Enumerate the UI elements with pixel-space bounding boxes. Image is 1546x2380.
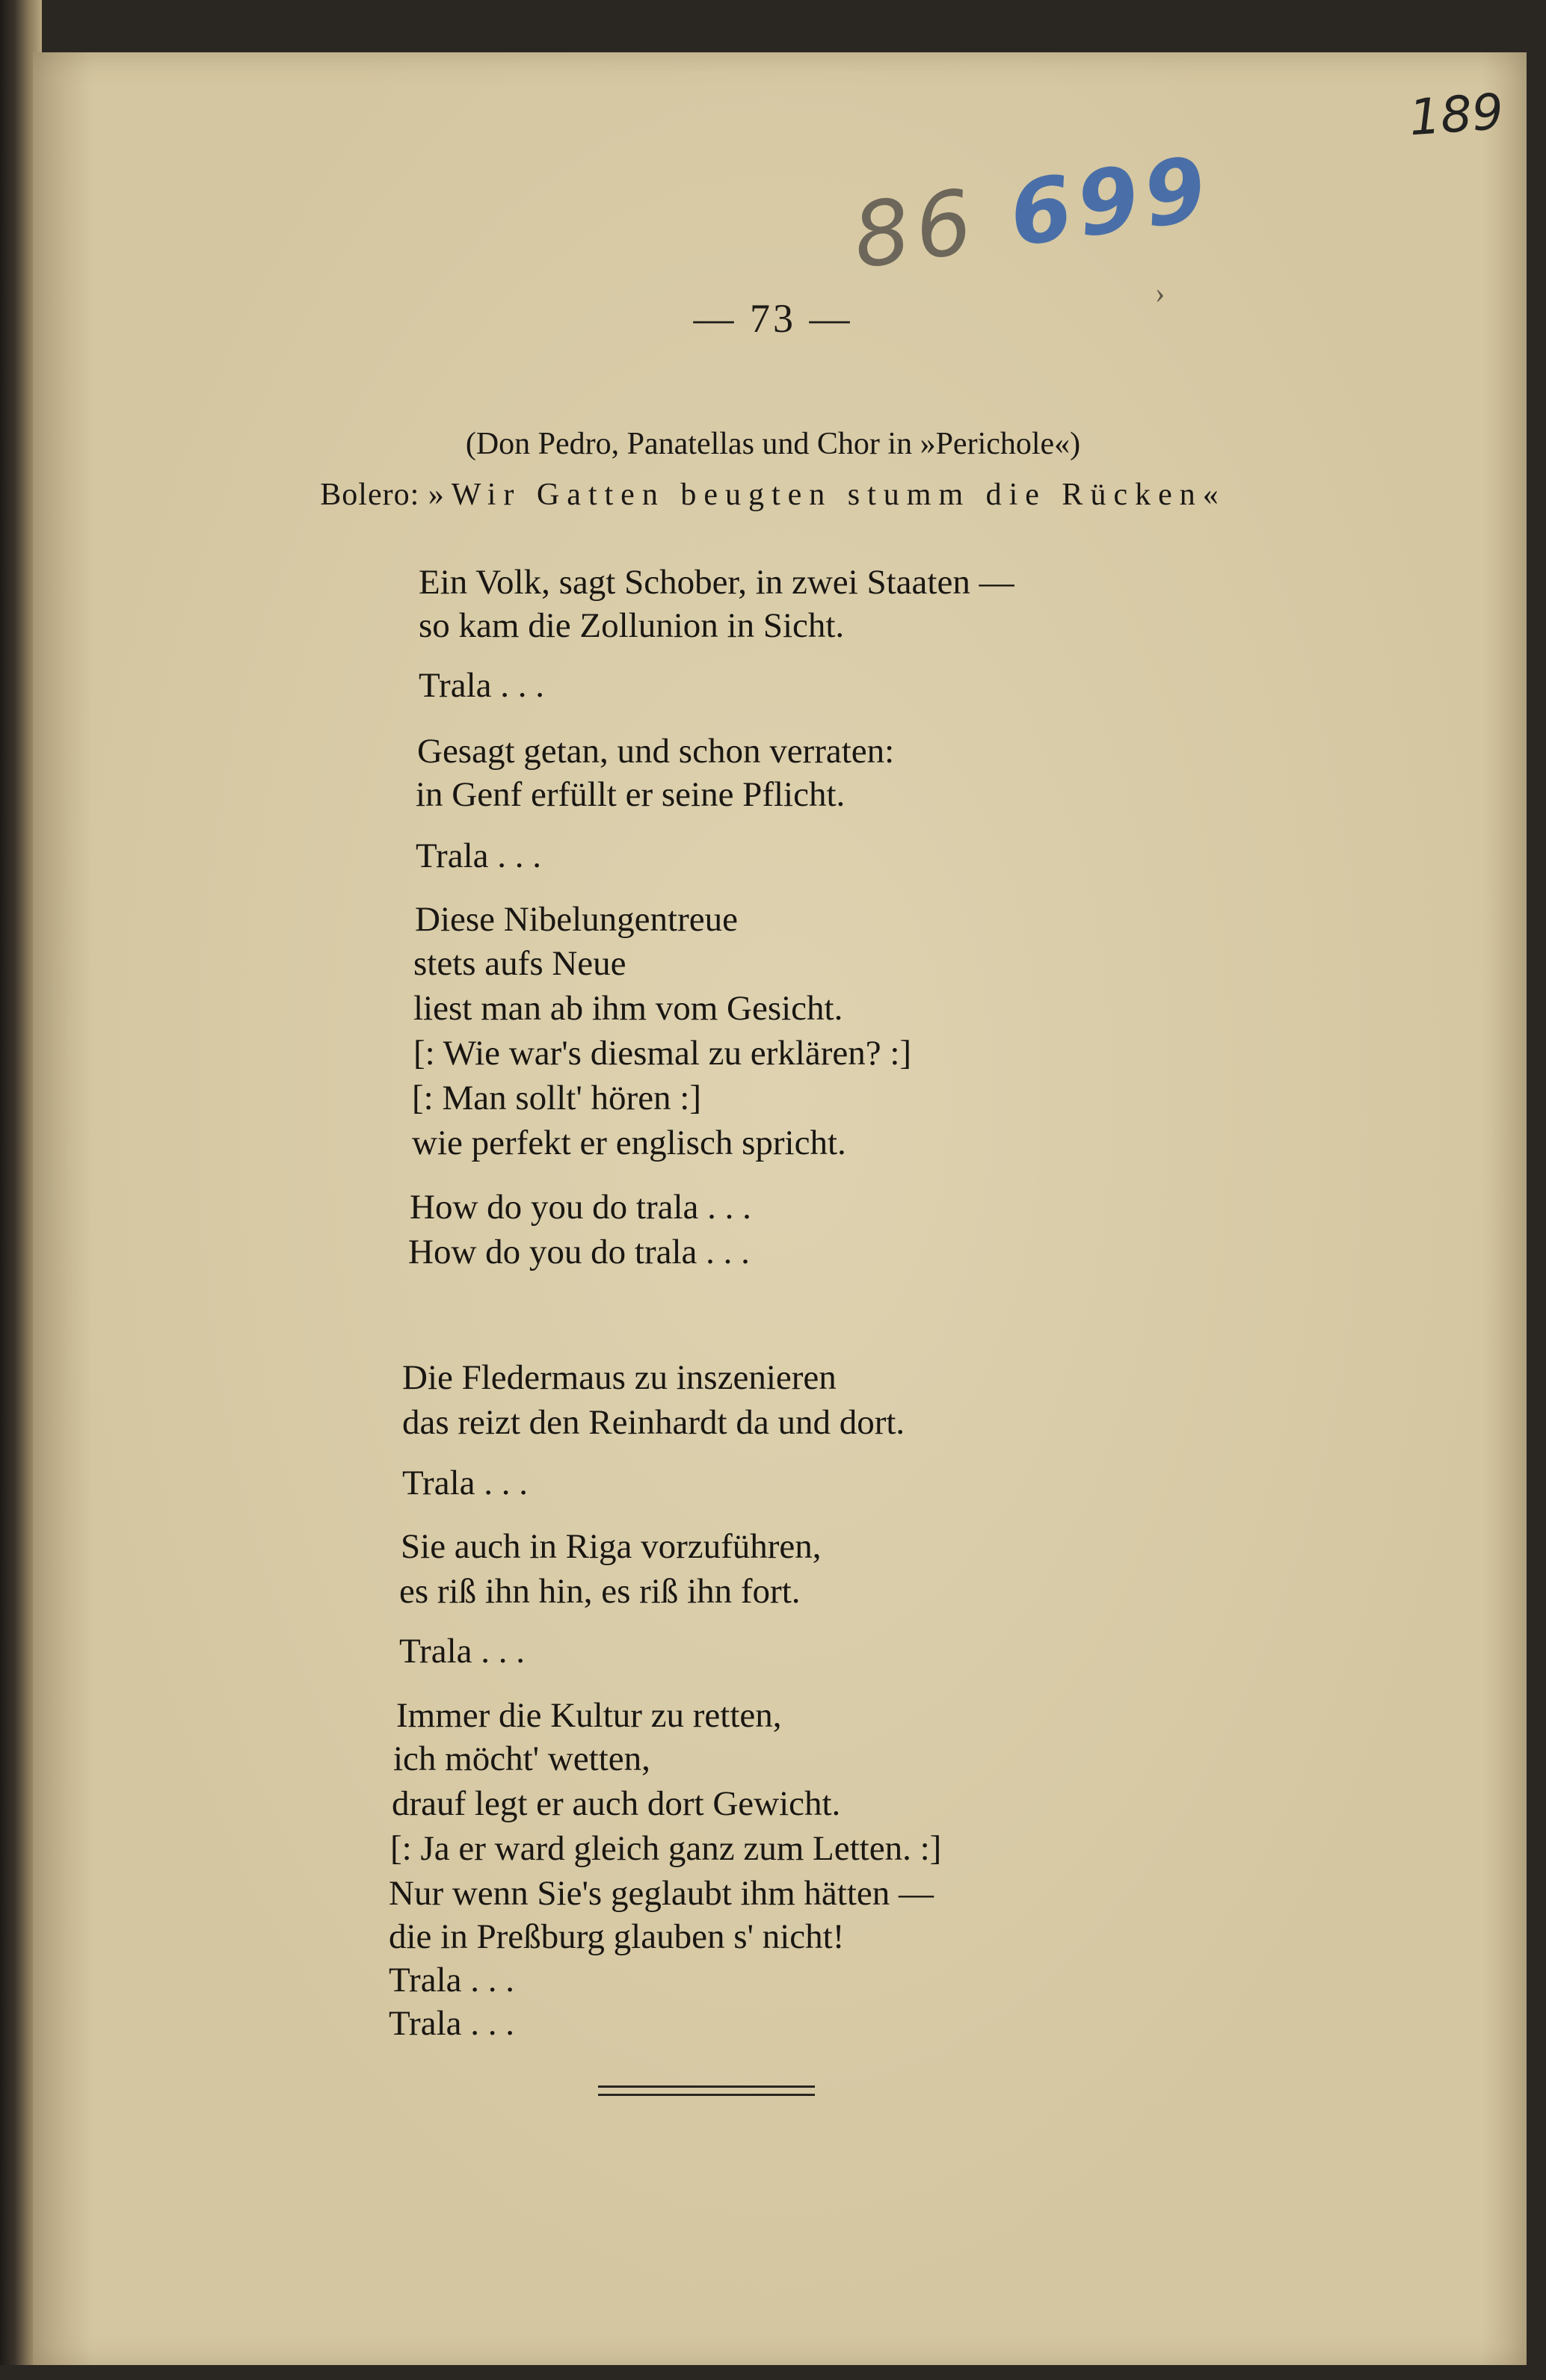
verse-line: Gesagt getan, und schon verraten:: [417, 732, 895, 771]
verse-line: Trala . . .: [389, 2004, 514, 2043]
page-number: — 73 —: [693, 296, 853, 341]
melody-line: [0, 477, 1546, 513]
song-heading: (Don Pedro, Panatellas und Chor in »Perichole«): [465, 427, 1081, 461]
verse-line: so kam die Zollunion in Sicht.: [419, 606, 845, 645]
verse-line: Ein Volk, sagt Schober, in zwei Staaten —: [419, 563, 1014, 602]
verse-line: How do you do trala . . .: [410, 1188, 751, 1227]
melody-prefix: Bolero:: [320, 478, 428, 512]
verse-line: liest man ab ihm vom Gesicht.: [413, 989, 843, 1028]
folio-number: 189: [1407, 82, 1506, 147]
verse-line: die in Preßburg glauben s' nicht!: [389, 1917, 845, 1956]
shelfmark-pencil: 86: [846, 169, 985, 289]
verse-line: stets aufs Neue: [413, 944, 626, 983]
verse-line: drauf legt er auch dort Gewicht.: [392, 1784, 841, 1823]
book-page: [33, 52, 1527, 2368]
verse-line: Nur wenn Sie's geglaubt ihm hätten —: [389, 1874, 934, 1913]
shelfmark-ink: 699: [1003, 136, 1219, 267]
verse-line: [: Ja er ward gleich ganz zum Letten. :]: [390, 1829, 942, 1868]
verse-line: das reizt den Reinhardt da und dort.: [402, 1403, 905, 1442]
verse-line: ich möcht' wetten,: [393, 1739, 650, 1778]
verse-line: in Genf erfüllt er seine Pflicht.: [416, 775, 846, 814]
verse-line: es riß ihn hin, es riß ihn fort.: [399, 1572, 801, 1611]
scan-edge: [0, 2365, 1546, 2380]
verse-line: How do you do trala . . .: [408, 1233, 750, 1271]
verse-line: Immer die Kultur zu retten,: [396, 1696, 782, 1735]
verse-line: Sie auch in Riga vorzuführen,: [401, 1527, 822, 1566]
verse-line: Trala . . .: [389, 1961, 514, 2000]
verse-line: [: Wie war's diesmal zu erklären? :]: [413, 1034, 912, 1073]
verse-line: wie perfekt er englisch spricht.: [412, 1123, 846, 1162]
verse-line: Die Fledermaus zu inszenieren: [402, 1358, 837, 1397]
verse-line: Trala . . .: [402, 1464, 528, 1502]
ink-mark: ›: [1155, 276, 1165, 309]
verse-line: Trala . . .: [399, 1632, 525, 1671]
melody-title: »Wir Gatten beugten stumm die Rücken«: [428, 478, 1226, 512]
verse-line: Trala . . .: [416, 836, 541, 875]
verse-line: Diese Nibelungentreue: [415, 900, 738, 939]
closing-rule: [598, 2085, 815, 2096]
verse-line: [: Man sollt' hören :]: [412, 1079, 702, 1117]
verse-line: Trala . . .: [419, 666, 544, 705]
